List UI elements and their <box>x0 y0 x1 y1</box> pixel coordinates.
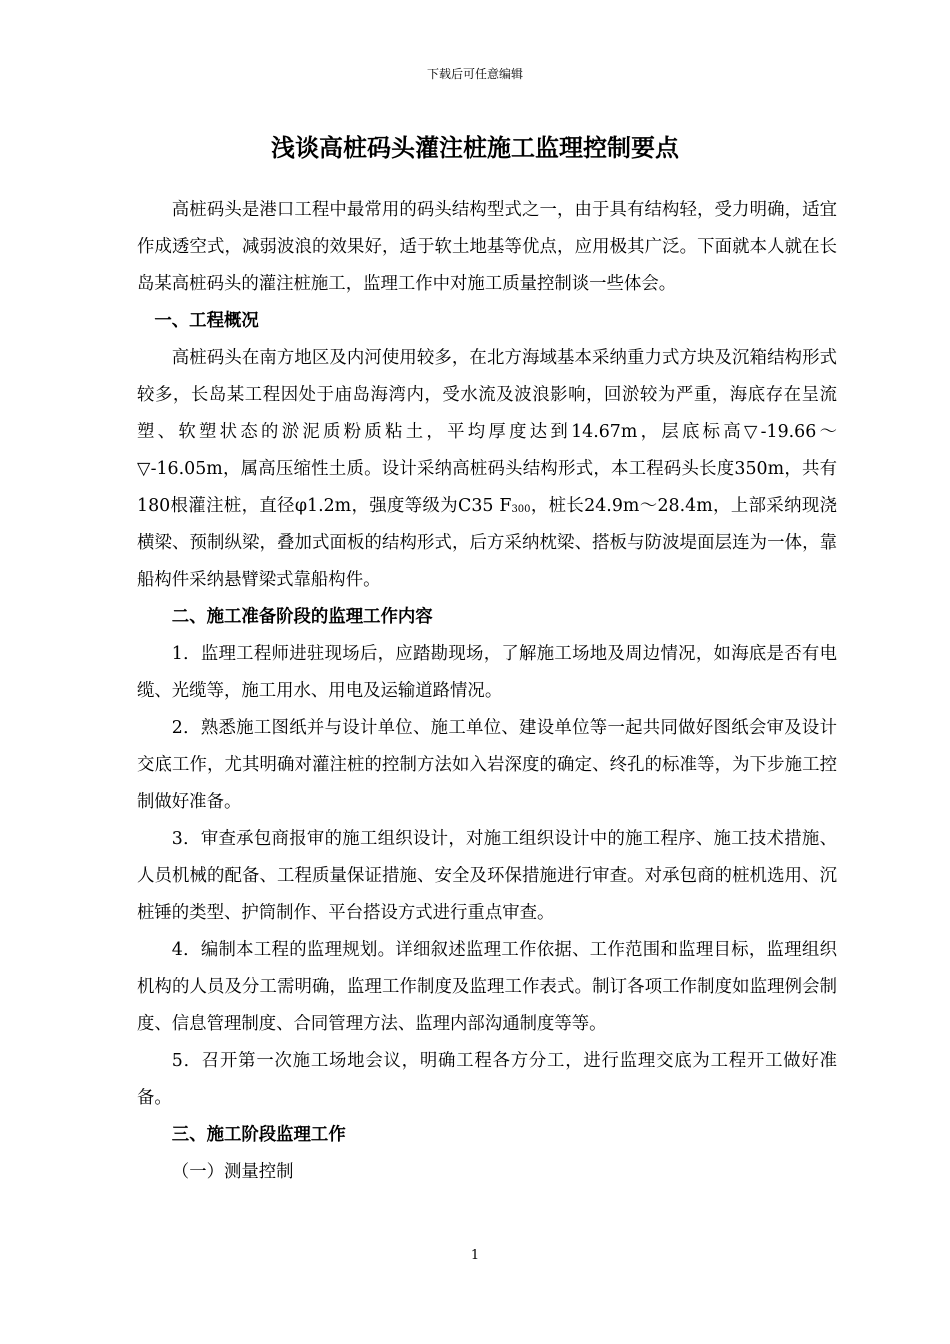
overview-text-a: 高桩码头在南方地区及内河使用较多，在北方海域基本采纳重力式方块及沉箱结构形式较多，长岛某工程因处于庙岛海湾内，受水流及波浪影响，回淤较为严重，海底存在呈流塑、软塑状态的淤泥质粉质粘土，平均厚度达到14.67m，层底标高▽-19.66～▽-16.05m，属高压缩性土质。设计采纳高桩码头结构形式，本工程码头长度350m，共有180根灌注桩，直径φ1.2m，强度等级为C35 F <box>137 348 837 516</box>
document-title: 浅谈高桩码头灌注桩施工监理控制要点 <box>271 134 679 162</box>
overview-subscript: 300 <box>511 504 531 515</box>
section-heading-preparation: 二、施工准备阶段的监理工作内容 <box>171 607 433 627</box>
list-item: 1．监理工程师进驻现场后，应踏勘现场，了解施工场地及周边情况，如海底是否有电缆、光缆等，施工用水、用电及运输道路情况。 <box>137 644 837 701</box>
list-item: 3．审查承包商报审的施工组织设计，对施工组织设计中的施工程序、施工技术措施、人员机械的配备、工程质量保证措施、安全及环保措施进行审查。对承包商的桩机选用、沉桩锤的类型、护筒制作、平台搭设方式进行重点审查。 <box>137 829 837 923</box>
list-item: 4．编制本工程的监理规划。详细叙述监理工作依据、工作范围和监理目标，监理组织机构的人员及分工需明确，监理工作制度及监理工作表式。制订各项工作制度如监理例会制度、信息管理制度、合同管理方法、监理内部沟通制度等等。 <box>137 940 837 1034</box>
overview-paragraph <box>137 340 837 599</box>
page-header: 下载后可任意编辑 <box>426 67 523 81</box>
section-heading-construction: 三、施工阶段监理工作 <box>171 1125 346 1145</box>
intro-paragraph: 高桩码头是港口工程中最常用的码头结构型式之一，由于具有结构轻，受力明确，适宜作成透空式，减弱波浪的效果好，适于软土地基等优点，应用极其广泛。下面就本人就在长岛某高桩码头的灌注桩施工，监理工作中对施工质量控制谈一些体会。 <box>137 200 837 294</box>
document-body <box>137 192 837 1191</box>
list-item: 5．召开第一次施工场地会议，明确工程各方分工，进行监理交底为工程开工做好准备。 <box>137 1051 837 1108</box>
section-heading-overview: 一、工程概况 <box>154 311 259 331</box>
subsection-heading-survey: （一）测量控制 <box>171 1162 294 1182</box>
overview-text-b: ，桩长24.9m～28.4m，上部采纳现浇横梁、预制纵梁，叠加式面板的结构形式，后方采纳枕梁、搭板与防波堤面层连为一体，靠船构件采纳悬臂梁式靠船构件。 <box>137 496 837 590</box>
list-item: 2．熟悉施工图纸并与设计单位、施工单位、建设单位等一起共同做好图纸会审及设计交底工作，尤其明确对灌注桩的控制方法如入岩深度的确定、终孔的标准等，为下步施工控制做好准备。 <box>137 718 837 812</box>
page-number: 1 <box>470 1248 480 1263</box>
